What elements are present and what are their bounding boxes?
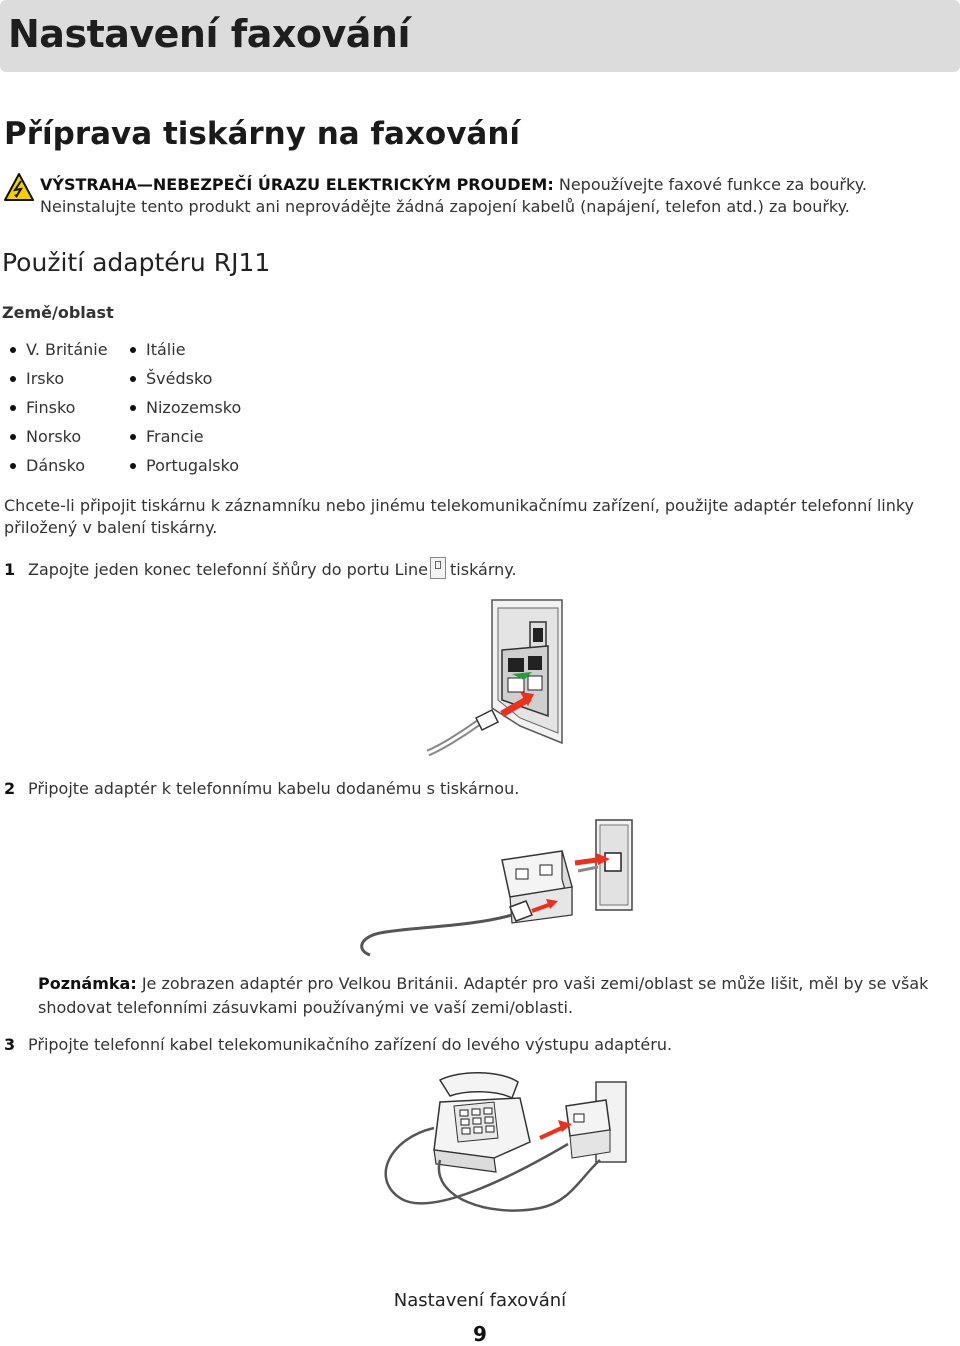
list-item: Francie: [124, 427, 241, 456]
step-number: 3: [4, 1035, 16, 1054]
warning-electric-icon: [4, 172, 34, 202]
page-number: 9: [473, 1322, 487, 1346]
list-item: Finsko: [4, 398, 108, 427]
line-port-icon: [430, 557, 446, 579]
page-title: Nastavení faxování: [8, 12, 411, 56]
step-number: 1: [4, 560, 16, 579]
step-2: [4, 778, 519, 800]
list-item: Dánsko: [4, 456, 108, 485]
subsection-title: Použití adaptéru RJ11: [2, 248, 271, 277]
list-item: Itálie: [124, 340, 241, 369]
warning-text: [40, 174, 950, 218]
adapter-wall-illustration: [350, 815, 640, 965]
footer-title: Nastavení faxování: [393, 1290, 567, 1311]
step-3: [4, 1034, 672, 1056]
step-text: Připojte adaptér k telefonnímu kabelu dodanému s tiskárnou.: [28, 779, 520, 798]
list-item: Irsko: [4, 369, 108, 398]
countries-heading: Země/oblast: [2, 303, 114, 322]
note: [38, 972, 958, 1020]
section-title: Příprava tiskárny na faxování: [4, 116, 521, 152]
note-label: Poznámka:: [38, 974, 137, 993]
warning-body: Nepoužívejte faxové funkce za bouřky. Neinstalujte tento produkt ani neprovádějte žádná zapojení kabelů (napájení, telefon atd.) za bouřky.: [40, 175, 867, 216]
step-text-end: tiskárny.: [450, 560, 517, 579]
countries-list-left: [4, 340, 108, 485]
list-item: Portugalsko: [124, 456, 241, 485]
intro-paragraph: Chcete-li připojit tiskárnu k záznamníku nebo jinému telekomunikačnímu zařízení, použijte adaptér telefonní linky přiložený v balení tiskárny.: [4, 496, 915, 537]
step-text: Zapojte jeden konec telefonní šňůry do portu Line: [28, 560, 429, 579]
list-item: Švédsko: [124, 369, 241, 398]
step-number: 2: [4, 779, 16, 798]
warning-label: VÝSTRAHA—NEBEZPEČÍ ÚRAZU ELEKTRICKÝM PROUDEM:: [40, 175, 554, 194]
list-item: Nizozemsko: [124, 398, 241, 427]
list-item: Norsko: [4, 427, 108, 456]
step-1: [4, 557, 517, 581]
printer-line-port-illustration: [420, 598, 565, 763]
step-text: Připojte telefonní kabel telekomunikačního zařízení do levého výstupu adaptéru.: [28, 1035, 673, 1054]
note-text: Je zobrazen adaptér pro Velkou Británii. Adaptér pro vaši zemi/oblast se může lišit, měl by se však shodovat telefonními zásuvkami používanými ve vaší zemi/oblasti.: [38, 974, 929, 1017]
telephone-adapter-illustration: [370, 1068, 640, 1238]
list-item: V. Británie: [4, 340, 108, 369]
countries-list-right: [124, 340, 241, 485]
